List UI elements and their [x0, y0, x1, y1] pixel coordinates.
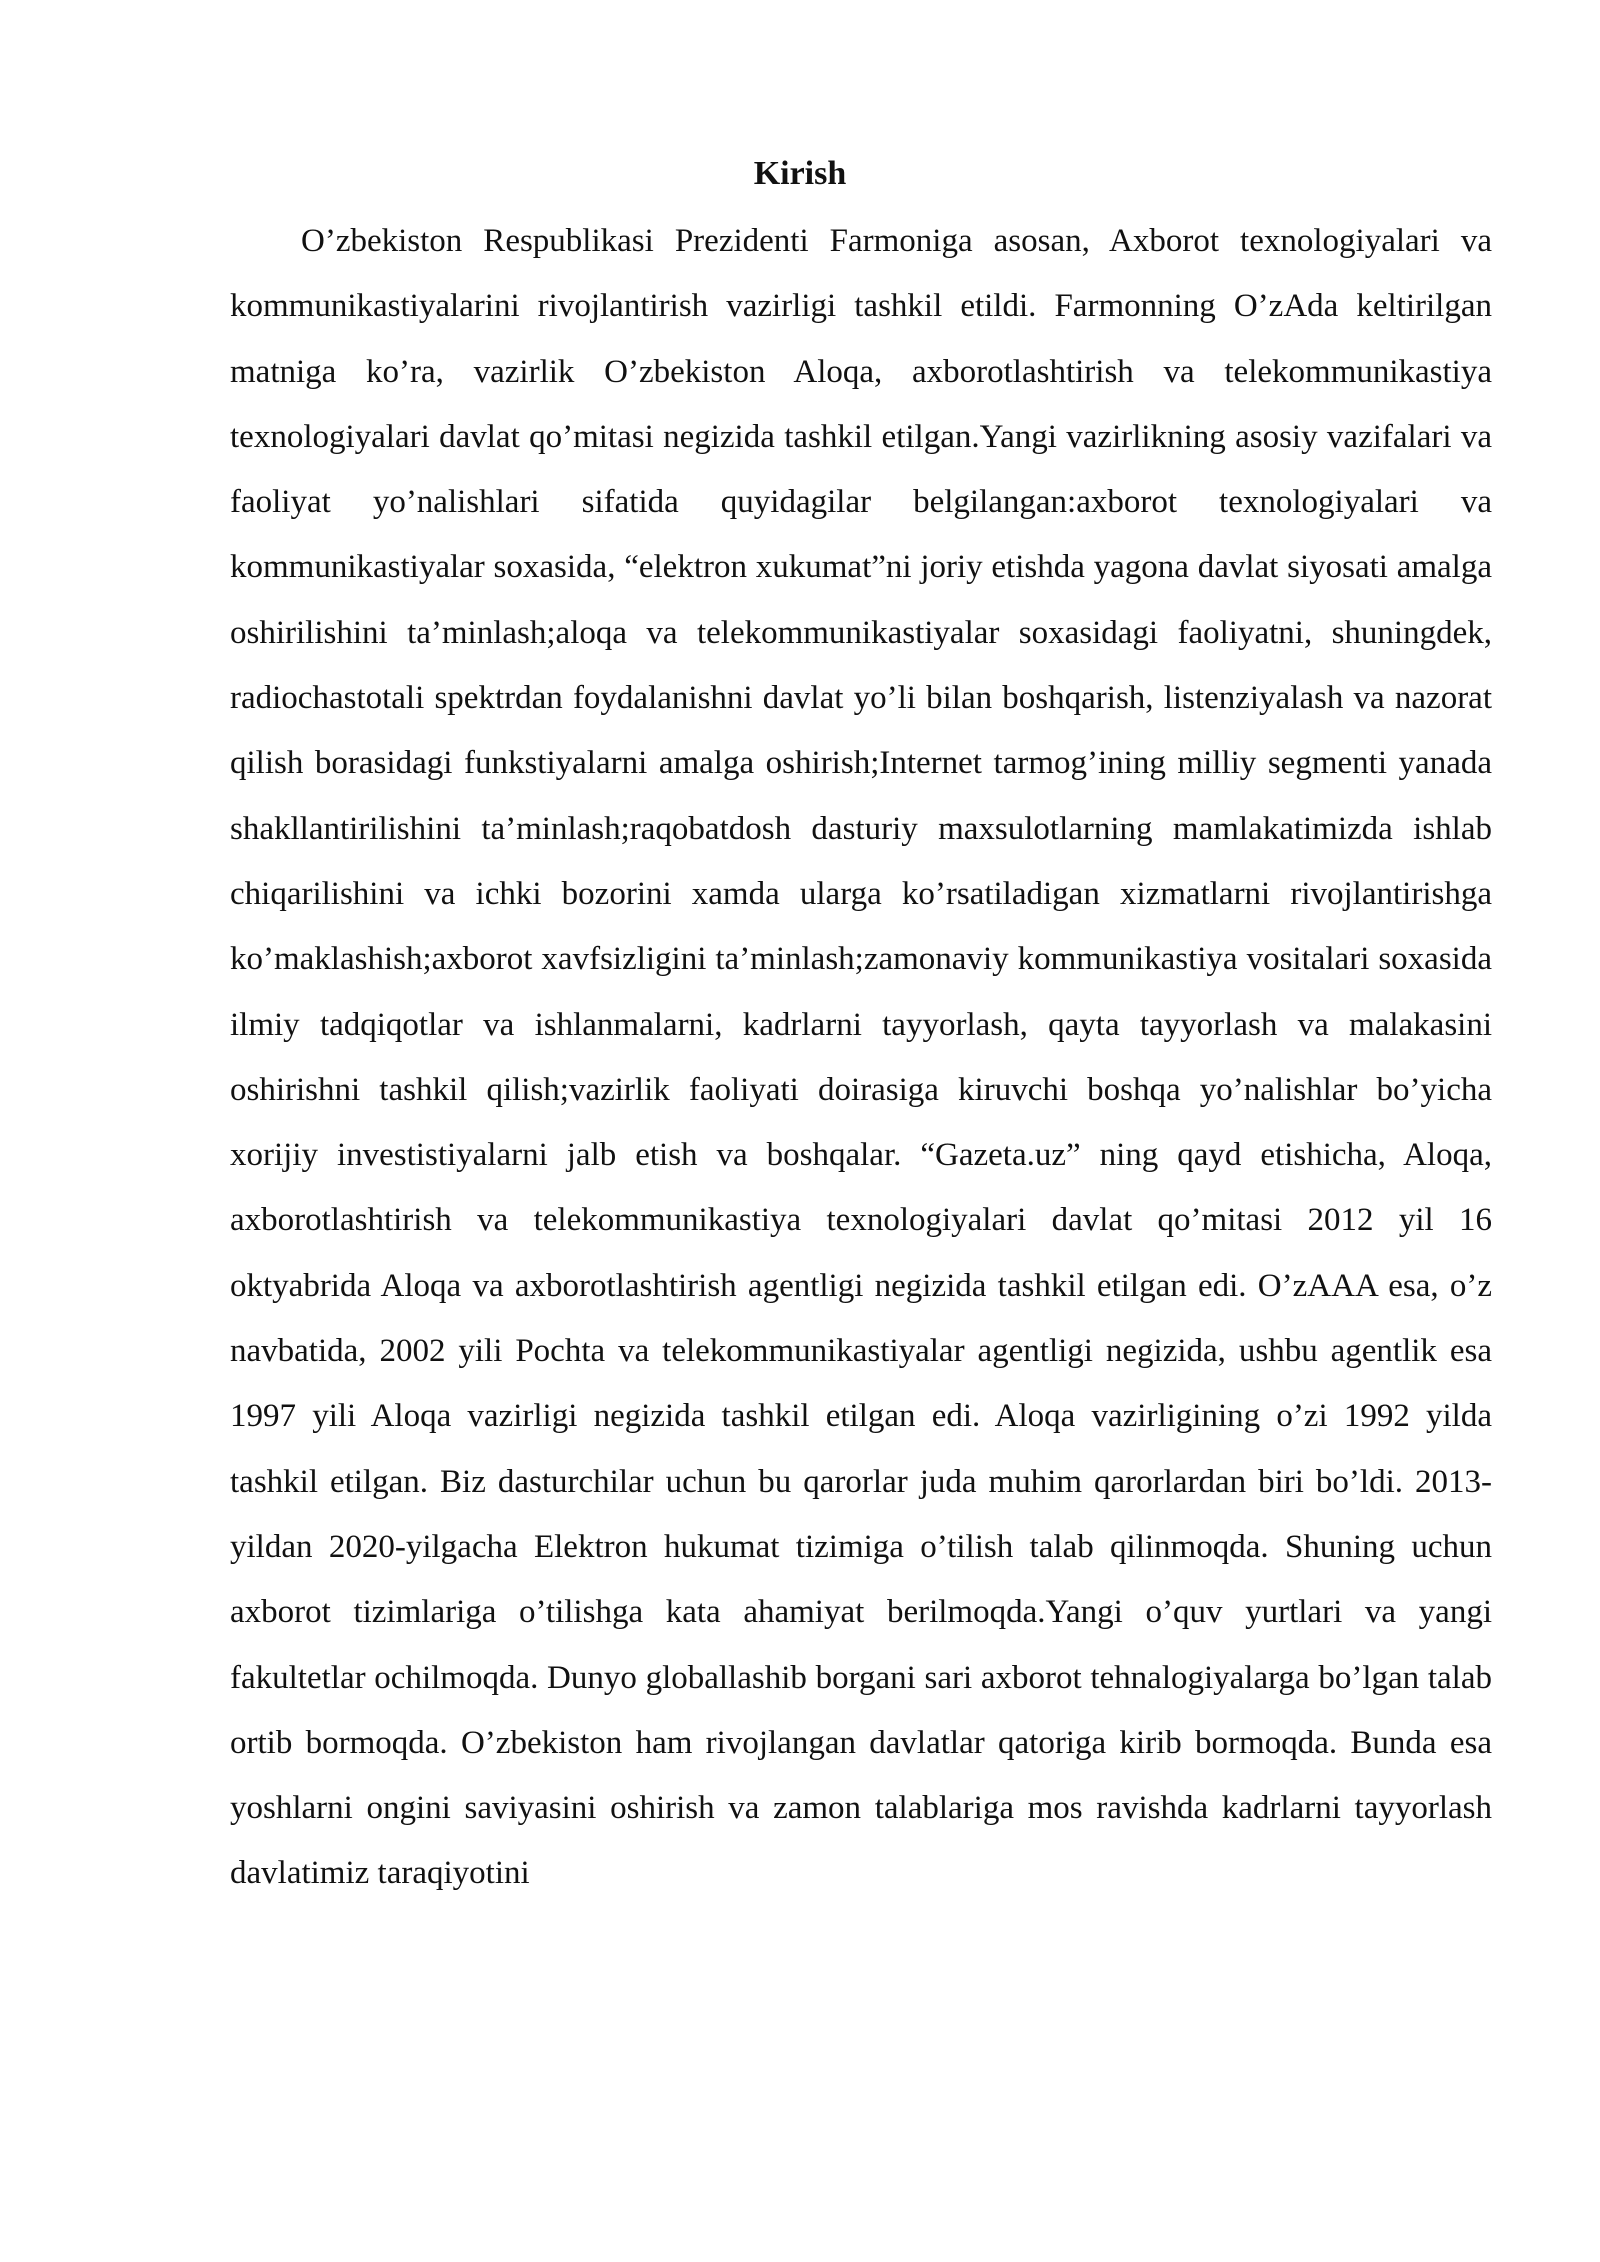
body-paragraph: O’zbekiston Respublikasi Prezidenti Farmoniga asosan, Axborot texnologiyalari va kommunikastiyalarini rivojlantirish vazirligi tashkil etildi. Farmonning O’zAda keltirilgan matniga ko’ra, vazirlik O’zbekiston Aloqa, axborotlashtirish va telekommunikastiya texnologiyalari davlat qo’mitasi negizida tashkil etilgan.Yangi vazirlikning asosiy vazifalari va faoliyat yo’nalishlari sifatida quyidagilar belgilangan:axborot texnologiyalari va kommunikastiyalar soxasida, “elektron xukumat”ni joriy etishda yagona davlat siyosati amalga oshirilishini ta’minlash;aloqa va telekommunikastiyalar soxasidagi faoliyatni, shuningdek, radiochastotali spektrdan foydalanishni davlat yo’li bilan boshqarish, listenziyalash va nazorat qilish borasidagi funkstiyalarni amalga oshirish;Internet tarmog’ining milliy segmenti yanada shakllantirilishini ta’minlash;raqobatdosh dasturiy maxsulotlarning mamlakatimizda ishlab chiqarilishini va ichki bozorini xamda ularga ko’rsatiladigan xizmatlarni rivojlantirishga ko’maklashish;axborot xavfsizligini ta’minlash;zamonaviy kommunikastiya vositalari soxasida ilmiy tadqiqotlar va ishlanmalarni, kadrlarni tayyorlash, qayta tayyorlash va malakasini oshirishni tashkil qilish;vazirlik faoliyati doirasiga kiruvchi boshqa yo’nalishlar bo’yicha xorijiy investistiyalarni jalb etish va boshqalar. “Gazeta.uz” ning qayd etishicha, Aloqa, axborotlashtirish va telekommunikastiya texnologiyalari davlat qo’mitasi 2012 yil 16 oktyabrida Aloqa va axborotlashtirish agentligi negizida tashkil etilgan edi. O’zAAA esa, o’z navbatida, 2002 yili Pochta va telekommunikastiyalar agentligi negizida, ushbu agentlik esa 1997 yili Aloqa vazirligi negizida tashkil etilgan edi. Aloqa vazirligining o’zi 1992 yilda tashkil etilgan. Biz dasturchilar uchun bu qarorlar juda muhim qarorlardan biri bo’ldi. 2013-yildan 2020-yilgacha Elektron hukumat tizimiga o’tilish talab qilinmoqda. Shuning uchun axborot tizimlariga o’tilishga kata ahamiyat berilmoqda.Yangi o’quv yurtlari va yangi fakultetlar ochilmoqda. Dunyo globallashib borgani sari axborot tehnalogiyalarga bo’lgan talab ortib bormoqda. O’zbekiston ham rivojlangan davlatlar qatoriga kirib bormoqda. Bunda esa yoshlarni ongini saviyasini oshirish va zamon talablariga mos ravishda kadrlarni tayyorlash davlatimiz taraqiyotini [230, 223, 1492, 1892]
page-title: Kirish [753, 155, 847, 192]
